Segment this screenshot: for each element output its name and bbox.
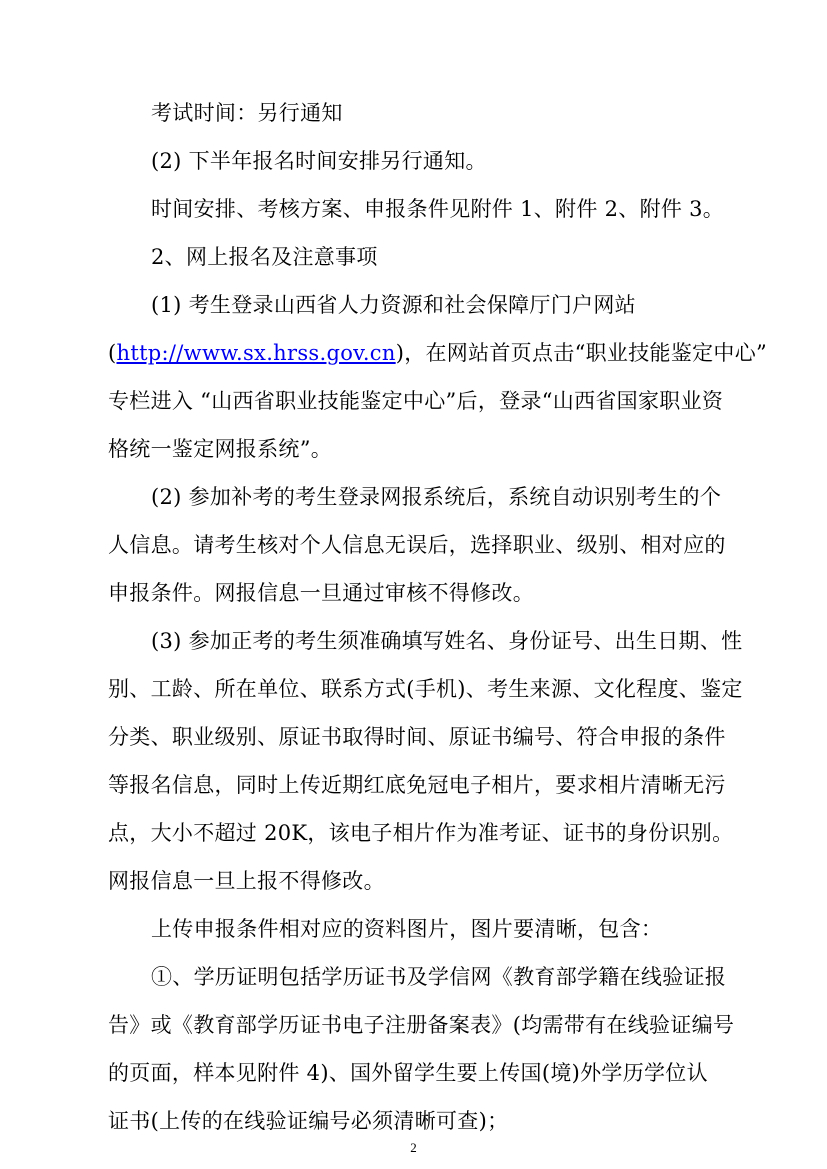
link-close-paren: ) (395, 341, 405, 365)
paragraph-2-line-1: (2) 参加补考的考生登录网报系统后，系统自动识别考生的个 (151, 485, 722, 509)
paragraph-3-line-2: 别、工龄、所在单位、联系方式(手机)、考生来源、文化程度、鉴定 (108, 677, 743, 701)
paragraph-3-line-4: 等报名信息，同时上传近期红底免冠电子相片，要求相片清晰无污 (108, 773, 726, 797)
item-1-line-1: ①、学历证明包括学历证书及学信网《教育部学籍在线验证报 (151, 965, 727, 989)
schedule-attachments-line: 时间安排、考核方案、申报条件见附件 1、附件 2、附件 3。 (151, 197, 725, 221)
paragraph-3-line-5: 点，大小不超过 20K，该电子相片作为准考证、证书的身份识别。 (108, 821, 734, 845)
second-half-registration-line: (2) 下半年报名时间安排另行通知。 (151, 149, 487, 173)
page-number: 2 (410, 1140, 417, 1155)
upload-materials-line: 上传申报条件相对应的资料图片，图片要清晰，包含： (151, 917, 663, 941)
section-heading-online-registration: 2、网上报名及注意事项 (151, 245, 378, 269)
item-1-line-2: 告》或《教育部学历证书电子注册备案表》(均需带有在线验证编号 (108, 1013, 735, 1037)
paragraph-1-line-3: 专栏进入 “山西省职业技能鉴定中心”后，登录“山西省国家职业资 (108, 389, 724, 413)
paragraph-1-line-4: 格统一鉴定网报系统”。 (108, 437, 333, 461)
paragraph-3-line-1: (3) 参加正考的考生须准确填写姓名、身份证号、出生日期、性 (151, 629, 743, 653)
paragraph-2-line-2: 人信息。请考生核对个人信息无误后，选择职业、级别、相对应的 (108, 533, 726, 557)
paragraph-3-line-6: 网报信息一旦上报不得修改。 (108, 869, 385, 893)
paragraph-3-line-3: 分类、职业级别、原证书取得时间、原证书编号、符合申报的条件 (108, 725, 726, 749)
paragraph-1-line-1: (1) 考生登录山西省人力资源和社会保障厅门户网站 (151, 293, 636, 317)
link-open-paren: ( (108, 341, 117, 365)
paragraph-1-line-2-text: ，在网站首页点击“职业技能鉴定中心” (404, 341, 768, 365)
paragraph-2-line-3: 申报条件。网报信息一旦通过审核不得修改。 (108, 581, 534, 605)
paragraph-1-line-2 (108, 339, 767, 367)
item-1-line-4: 证书(上传的在线验证编号必须清晰可查)； (108, 1109, 509, 1133)
item-1-line-3: 的页面，样本见附件 4)、国外留学生要上传国(境)外学历学位认 (108, 1061, 708, 1085)
exam-time-line: 考试时间：另行通知 (151, 101, 343, 125)
website-link[interactable]: http://www.sx.hrss.gov.cn (116, 341, 396, 365)
